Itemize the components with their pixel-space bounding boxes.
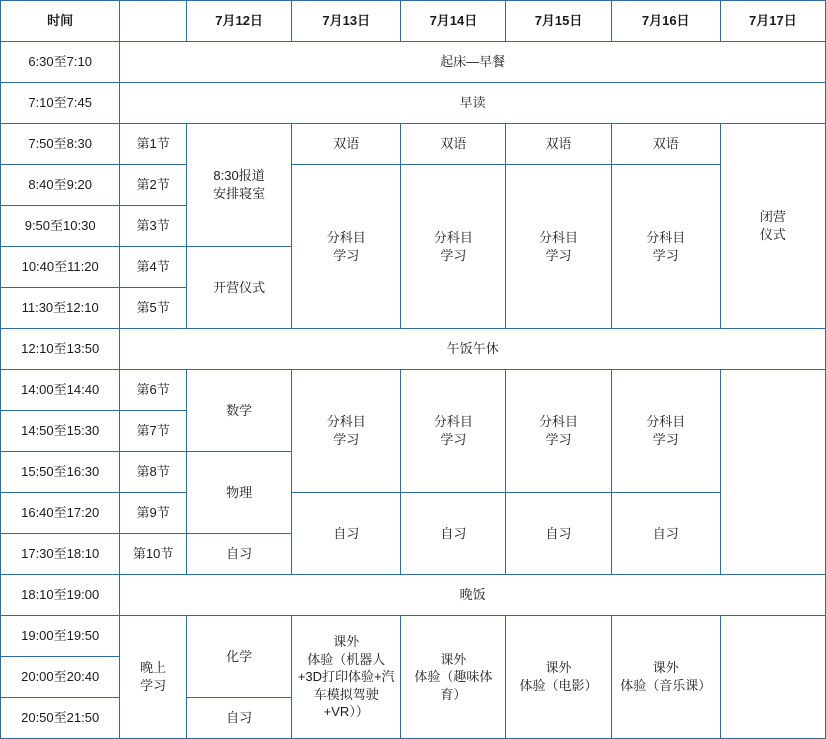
period-label-7: 第7节: [120, 411, 187, 452]
table-row: [1, 616, 826, 657]
period-label-3: 第3节: [120, 206, 187, 247]
time-cell-15: 20:00至20:40: [1, 657, 120, 698]
day4-evening-activity: 课外 体验（音乐课）: [611, 616, 720, 739]
day0-math-cell: 数学: [187, 370, 292, 452]
day3-subject-study-pm: 分科目 学习: [506, 370, 611, 493]
period-label-2: 第2节: [120, 165, 187, 206]
day1-subject-study-am: 分科目 学习: [292, 165, 401, 329]
header-day-0: 7月12日: [187, 1, 292, 42]
day5-afternoon-empty: [720, 370, 825, 575]
day1-evening-activity: 课外 体验（机器人 +3D打印体验+汽 车模拟驾驶 +VR））: [292, 616, 401, 739]
header-day-3: 7月15日: [506, 1, 611, 42]
time-cell-2: 7:50至8:30: [1, 124, 120, 165]
header-day-1: 7月13日: [292, 1, 401, 42]
row-dinner: 晚饭: [120, 575, 826, 616]
time-cell-0: 6:30至7:10: [1, 42, 120, 83]
row-lunch-break: 午饭午休: [120, 329, 826, 370]
period-label-8: 第8节: [120, 452, 187, 493]
row-morning-reading: 早读: [120, 83, 826, 124]
day2-subject-study-am: 分科目 学习: [401, 165, 506, 329]
time-cell-16: 20:50至21:50: [1, 698, 120, 739]
day1-subject-study-pm: 分科目 学习: [292, 370, 401, 493]
day5-closing-cell: 闭营 仪式: [720, 124, 825, 329]
day4-self-study: 自习: [611, 493, 720, 575]
day1-bilingual-cell: 双语: [292, 124, 401, 165]
day0-physics-cell: 物理: [187, 452, 292, 534]
day2-self-study: 自习: [401, 493, 506, 575]
row-morning-routine: 起床—早餐: [120, 42, 826, 83]
day2-bilingual-cell: 双语: [401, 124, 506, 165]
period-label-9: 第9节: [120, 493, 187, 534]
time-cell-9: 14:50至15:30: [1, 411, 120, 452]
day4-bilingual-cell: 双语: [611, 124, 720, 165]
period-label-1: 第1节: [120, 124, 187, 165]
day0-report-cell: 8:30报道 安排寝室: [187, 124, 292, 247]
period-label-10: 第10节: [120, 534, 187, 575]
table-row: [1, 165, 826, 206]
time-cell-14: 19:00至19:50: [1, 616, 120, 657]
day0-self-study-evening: 自习: [187, 698, 292, 739]
day2-evening-activity: 课外 体验（趣味体 育）: [401, 616, 506, 739]
header-day-5: 7月17日: [720, 1, 825, 42]
header-day-2: 7月14日: [401, 1, 506, 42]
header-time: 时间: [1, 1, 120, 42]
time-cell-10: 15:50至16:30: [1, 452, 120, 493]
time-cell-1: 7:10至7:45: [1, 83, 120, 124]
table-row: [1, 42, 826, 83]
period-label-4: 第4节: [120, 247, 187, 288]
period-label-6: 第6节: [120, 370, 187, 411]
time-cell-8: 14:00至14:40: [1, 370, 120, 411]
time-cell-4: 9:50至10:30: [1, 206, 120, 247]
header-day-4: 7月16日: [611, 1, 720, 42]
day1-self-study: 自习: [292, 493, 401, 575]
time-cell-6: 11:30至12:10: [1, 288, 120, 329]
period-label-5: 第5节: [120, 288, 187, 329]
table-row: [1, 575, 826, 616]
day0-chemistry-cell: 化学: [187, 616, 292, 698]
time-cell-7: 12:10至13:50: [1, 329, 120, 370]
day4-subject-study-pm: 分科目 学习: [611, 370, 720, 493]
time-cell-12: 17:30至18:10: [1, 534, 120, 575]
time-cell-13: 18:10至19:00: [1, 575, 120, 616]
table-row: [1, 83, 826, 124]
day4-subject-study-am: 分科目 学习: [611, 165, 720, 329]
day0-opening-cell: 开营仪式: [187, 247, 292, 329]
time-cell-11: 16:40至17:20: [1, 493, 120, 534]
header-period-blank: [120, 1, 187, 42]
day3-self-study: 自习: [506, 493, 611, 575]
table-row: [1, 493, 826, 534]
time-cell-3: 8:40至9:20: [1, 165, 120, 206]
table-row: [1, 329, 826, 370]
day3-evening-activity: 课外 体验（电影）: [506, 616, 611, 739]
day2-subject-study-pm: 分科目 学习: [401, 370, 506, 493]
day3-bilingual-cell: 双语: [506, 124, 611, 165]
day5-evening-empty: [720, 616, 825, 739]
time-cell-5: 10:40至11:20: [1, 247, 120, 288]
period-label-evening: 晚上 学习: [120, 616, 187, 739]
table-header-row: [1, 1, 826, 42]
day0-self-study: 自习: [187, 534, 292, 575]
day3-subject-study-am: 分科目 学习: [506, 165, 611, 329]
table-row: [1, 124, 826, 165]
table-row: [1, 370, 826, 411]
